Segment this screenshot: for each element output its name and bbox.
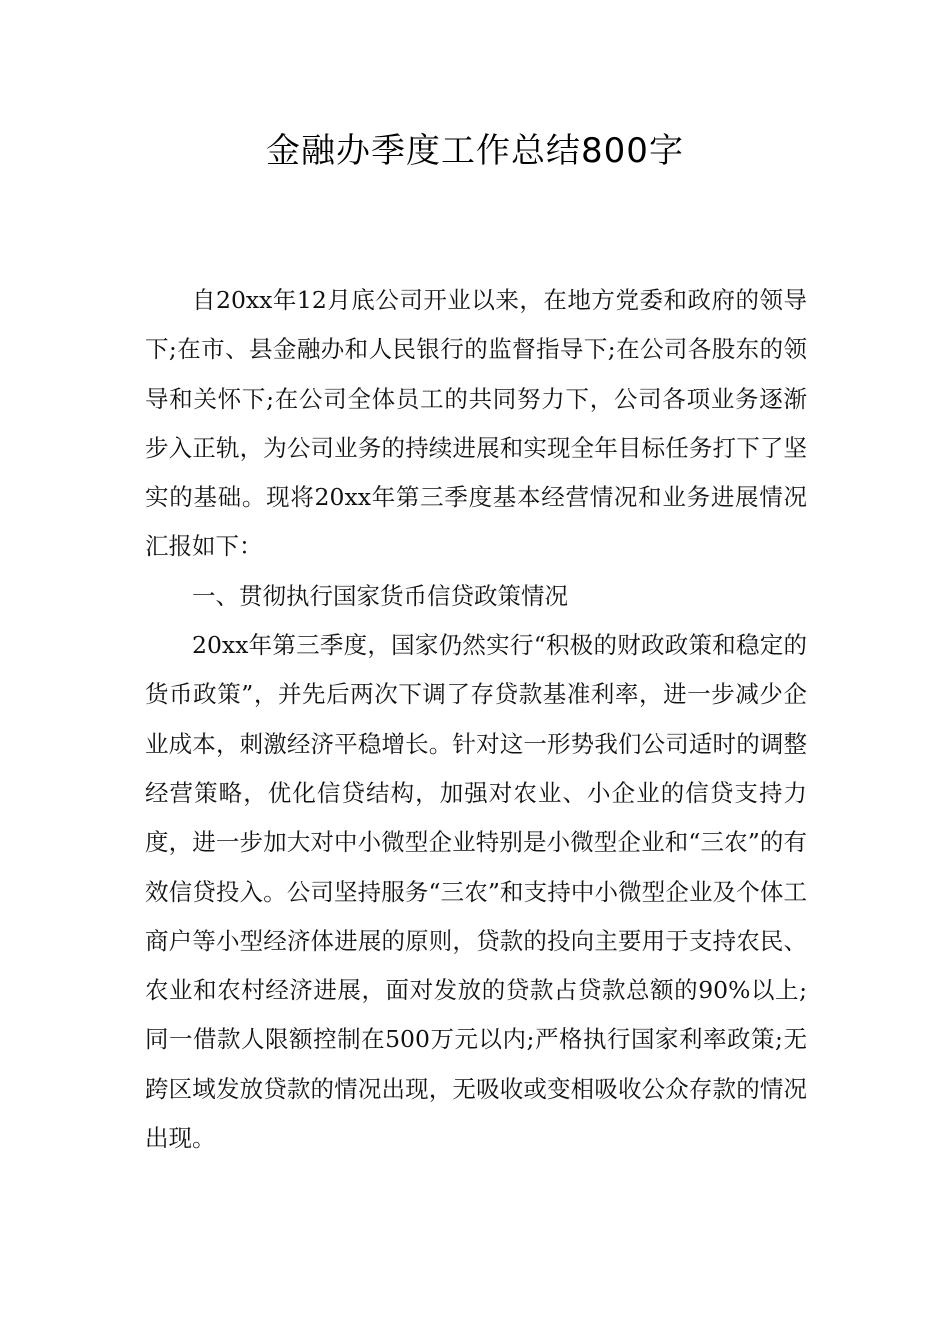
- document-body: [145, 276, 807, 1163]
- section-heading-1: 一、贯彻执行国家货币信贷政策情况: [192, 581, 568, 610]
- document-title: 金融办季度工作总结800字: [266, 131, 684, 171]
- paragraph-intro: 自20xx年12月底公司开业以来，在地方党委和政府的领导下;在市、县金融办和人民银行的监督指导下;在公司各股东的领导和关怀下;在公司全体员工的共同努力下，公司各项业务逐渐步入正轨，为公司业务的持续进展和实现全年目标任务打下了坚实的基础。现将20xx年第三季度基本经营情况和业务进展情况汇报如下：: [145, 286, 807, 561]
- paragraph-section-1: 20xx年第三季度，国家仍然实行“积极的财政政策和稳定的货币政策”，并先后两次下调了存贷款基准利率，进一步减少企业成本，刺激经济平稳增长。针对这一形势我们公司适时的调整经营策略，优化信贷结构，加强对农业、小企业的信贷支持力度，进一步加大对中小微型企业特别是小微型企业和“三农”的有效信贷投入。公司坚持服务“三农”和支持中小微型企业及个体工商户等小型经济体进展的原则，贷款的投向主要用于支持农民、农业和农村经济进展，面对发放的贷款占贷款总额的90%以上;同一借款人限额控制在500万元以内;严格执行国家利率政策;无跨区域发放贷款的情况出现，无吸收或变相吸收公众存款的情况出现。: [145, 631, 807, 1153]
